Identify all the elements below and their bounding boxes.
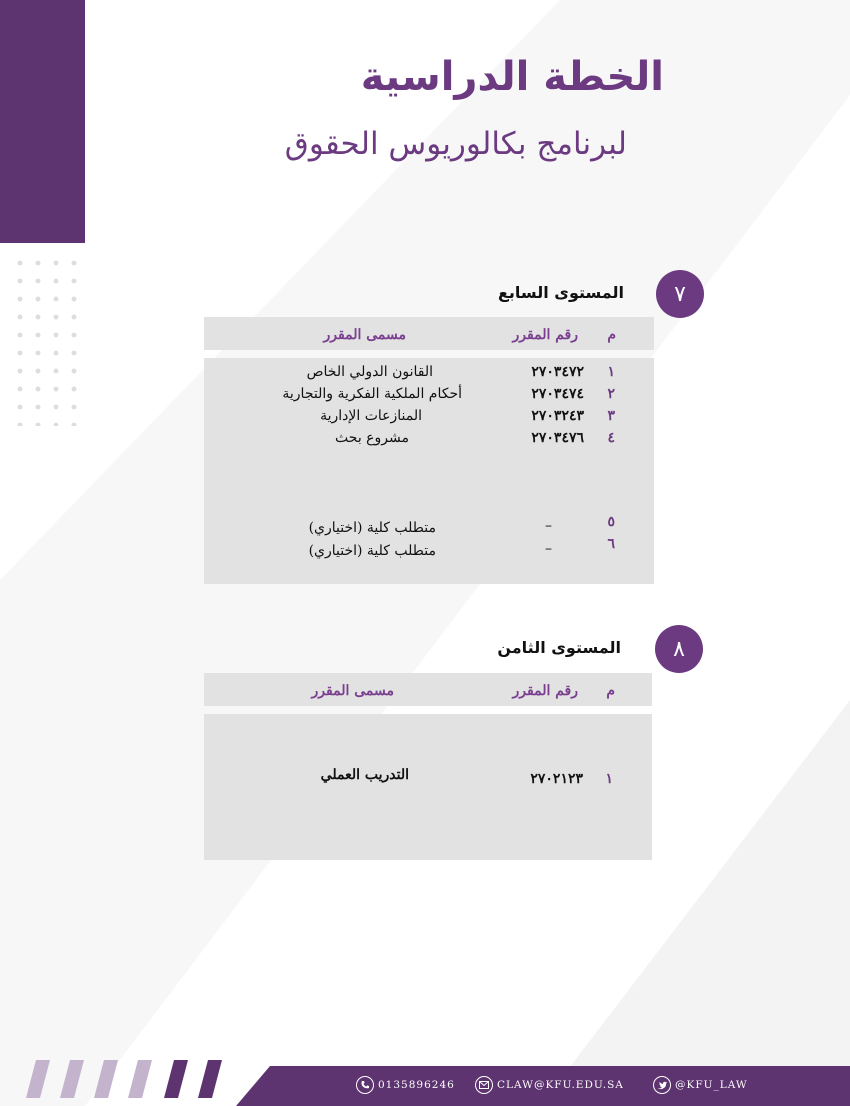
table-row-code: ٢٧٠٣٢٤٣ <box>531 408 584 424</box>
column-code-header: رقم المقرر <box>512 327 578 343</box>
level-8-title: المستوى الثامن <box>497 638 621 657</box>
table-row-name: القانون الدولي الخاص <box>306 364 433 380</box>
phone-number: 0135896246 <box>378 1079 455 1091</box>
table-row-code: ٢٧٠٢١٢٣ <box>530 771 583 787</box>
table-row-name: المنازعات الإدارية <box>320 408 422 424</box>
table-row-index: ٢ <box>607 386 615 402</box>
phone-icon <box>356 1076 374 1094</box>
stripe-decoration <box>26 1060 226 1100</box>
email-address: CLAW@KFU.EDU.SA <box>497 1079 624 1091</box>
table-row-name: التدريب العملي <box>320 767 409 783</box>
table-row-index: ٦ <box>607 536 615 552</box>
table-row-code: – <box>545 518 552 534</box>
footer-phone[interactable] <box>356 1076 455 1094</box>
page-subtitle: لبرنامج بكالوريوس الحقوق <box>284 126 627 162</box>
footer-twitter[interactable] <box>653 1076 748 1094</box>
table-row-code: ٢٧٠٣٤٧٦ <box>531 430 584 446</box>
table-row-code: ٢٧٠٣٤٧٤ <box>531 386 584 402</box>
column-index-header: م <box>606 683 615 699</box>
table-row-name: متطلب كلية (اختياري) <box>308 520 436 536</box>
level-7-table-header <box>204 317 654 350</box>
table-row-index: ٤ <box>607 430 615 446</box>
corner-accent-bar <box>0 0 85 243</box>
table-row-index: ٥ <box>607 514 615 530</box>
page-title: الخطة الدراسية <box>360 54 664 100</box>
table-row-name: متطلب كلية (اختياري) <box>308 543 436 559</box>
email-icon <box>475 1076 493 1094</box>
table-row-index: ١ <box>607 364 615 380</box>
column-code-header: رقم المقرر <box>512 683 578 699</box>
table-row-index: ٣ <box>607 408 615 424</box>
footer-email[interactable] <box>475 1076 624 1094</box>
table-row-code: – <box>545 541 552 557</box>
table-row-code: ٢٧٠٣٤٧٢ <box>531 364 584 380</box>
dot-grid-decoration <box>11 254 77 426</box>
level-8-table-header <box>204 673 652 706</box>
column-name-header: مسمى المقرر <box>323 327 406 343</box>
level-7-number-badge: ٧ <box>656 270 704 318</box>
column-index-header: م <box>607 327 616 343</box>
level-8-table-body <box>204 714 652 860</box>
table-row-name: مشروع بحث <box>335 430 409 446</box>
twitter-handle: @KFU_LAW <box>675 1079 748 1091</box>
column-name-header: مسمى المقرر <box>311 683 394 699</box>
table-row-index: ١ <box>605 771 613 787</box>
level-8-number-badge: ٨ <box>655 625 703 673</box>
table-row-name: أحكام الملكية الفكرية والتجارية <box>282 386 462 402</box>
level-7-title: المستوى السابع <box>497 283 624 302</box>
twitter-icon <box>653 1076 671 1094</box>
